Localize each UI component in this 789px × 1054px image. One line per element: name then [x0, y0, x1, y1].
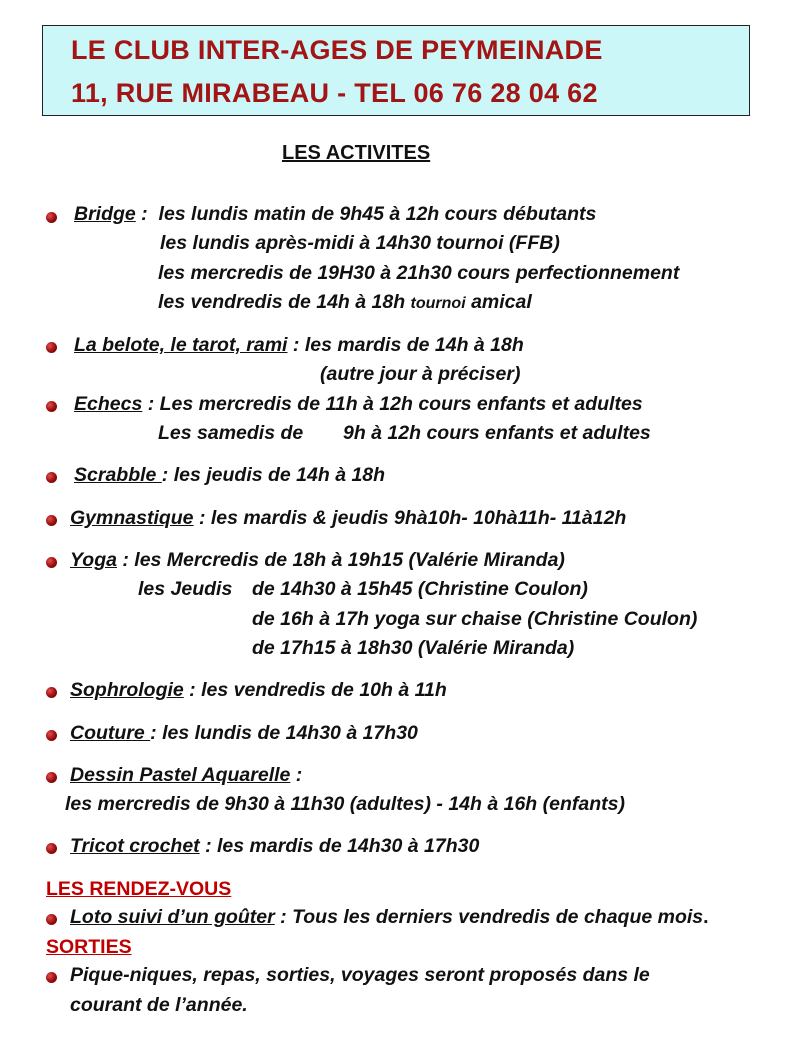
- yoga-schedule-1: : les Mercredis de 18h à 19h15 (Valérie Miranda): [116, 549, 565, 571]
- club-address: 11, RUE MIRABEAU - TEL 06 76 28 04 62: [71, 78, 598, 108]
- sophro-schedule: : les vendredis de 10h à 11h: [183, 679, 447, 701]
- bullet-icon: [46, 914, 57, 925]
- bridge-schedule-4c: amical: [471, 291, 532, 313]
- bridge-line-1: [74, 203, 596, 226]
- echecs-schedule-1: : Les mercredis de 11h à 12h cours enfants et adultes: [142, 393, 643, 415]
- bridge-schedule-4a: les vendredis de 14h à 18h: [158, 291, 406, 313]
- loto-period: .: [703, 906, 709, 928]
- bullet-icon: [46, 515, 57, 526]
- bullet-icon: [46, 972, 57, 983]
- separator: :: [135, 203, 148, 225]
- couture-line: [70, 722, 418, 745]
- activity-name-gym: Gymnastique: [70, 507, 194, 529]
- scrabble-schedule: : les jeudis de 14h à 18h: [161, 464, 386, 486]
- belote-line-1: [74, 334, 524, 357]
- sophro-line: [70, 679, 447, 702]
- activity-name-belote: La belote, le tarot, rami: [74, 334, 288, 356]
- bridge-schedule-4b: tournoi: [410, 295, 466, 312]
- sorties-line-2: courant de l’année.: [70, 994, 248, 1016]
- bullet-icon: [46, 557, 57, 568]
- loto-line: [70, 906, 709, 929]
- activity-name-tricot: Tricot crochet: [70, 835, 200, 857]
- rendezvous-heading: LES RENDEZ-VOUS: [46, 878, 232, 900]
- header-box: [42, 25, 750, 116]
- bullet-icon: [46, 342, 57, 353]
- activity-name-bridge: Bridge: [74, 203, 136, 225]
- echecs-line-1: [74, 393, 643, 416]
- bullet-icon: [46, 212, 57, 223]
- dessin-line-1: [70, 764, 302, 787]
- bridge-schedule-4: [158, 291, 532, 314]
- yoga-schedule-4: de 17h15 à 18h30 (Valérie Miranda): [252, 637, 575, 659]
- yoga-schedule-3: de 16h à 17h yoga sur chaise (Christine Coulon): [252, 608, 698, 630]
- activity-name-yoga: Yoga: [70, 549, 117, 571]
- belote-schedule-2: (autre jour à préciser): [320, 363, 521, 385]
- scrabble-line: [74, 464, 385, 487]
- dessin-schedule: les mercredis de 9h30 à 11h30 (adultes) - 14h à 16h (enfants): [65, 793, 625, 815]
- belote-schedule-1: : les mardis de 14h à 18h: [287, 334, 524, 356]
- club-name: LE CLUB INTER-AGES DE PEYMEINADE: [71, 35, 603, 65]
- bullet-icon: [46, 472, 57, 483]
- activity-name-scrabble: Scrabble: [74, 464, 162, 486]
- sorties-heading: SORTIES: [46, 936, 132, 958]
- yoga-line-1: [70, 549, 565, 572]
- tricot-line: [70, 835, 479, 858]
- event-name-loto: Loto suivi d’un goûter: [70, 906, 275, 928]
- page-title: LES ACTIVITES: [282, 142, 431, 164]
- separator: :: [290, 764, 303, 786]
- activity-name-echecs: Echecs: [74, 393, 143, 415]
- echecs-schedule-2b: 9h à 12h cours enfants et adultes: [343, 422, 651, 444]
- bullet-icon: [46, 772, 57, 783]
- sorties-line-1: Pique-niques, repas, sorties, voyages seront proposés dans le: [70, 964, 650, 986]
- yoga-schedule-2b: de 14h30 à 15h45 (Christine Coulon): [252, 578, 588, 600]
- bullet-icon: [46, 401, 57, 412]
- bullet-icon: [46, 730, 57, 741]
- gym-schedule: : les mardis & jeudis 9hà10h- 10hà11h- 11à12h: [193, 507, 627, 529]
- yoga-schedule-2a: les Jeudis: [138, 578, 233, 600]
- activity-name-couture: Couture: [70, 722, 151, 744]
- gym-line: [70, 507, 626, 530]
- activity-name-sophro: Sophrologie: [70, 679, 184, 701]
- activity-name-dessin: Dessin Pastel Aquarelle: [70, 764, 291, 786]
- bridge-schedule-1: les lundis matin de 9h45 à 12h cours débutants: [158, 203, 597, 225]
- couture-schedule: : les lundis de 14h30 à 17h30: [150, 722, 418, 744]
- bullet-icon: [46, 687, 57, 698]
- bridge-schedule-2: les lundis après-midi à 14h30 tournoi (FFB): [160, 232, 560, 254]
- bridge-schedule-3: les mercredis de 19H30 à 21h30 cours perfectionnement: [158, 262, 680, 284]
- loto-details: : Tous les derniers vendredis de chaque mois: [274, 906, 704, 928]
- tricot-schedule: : les mardis de 14h30 à 17h30: [199, 835, 480, 857]
- echecs-schedule-2a: Les samedis de: [158, 422, 304, 444]
- bullet-icon: [46, 843, 57, 854]
